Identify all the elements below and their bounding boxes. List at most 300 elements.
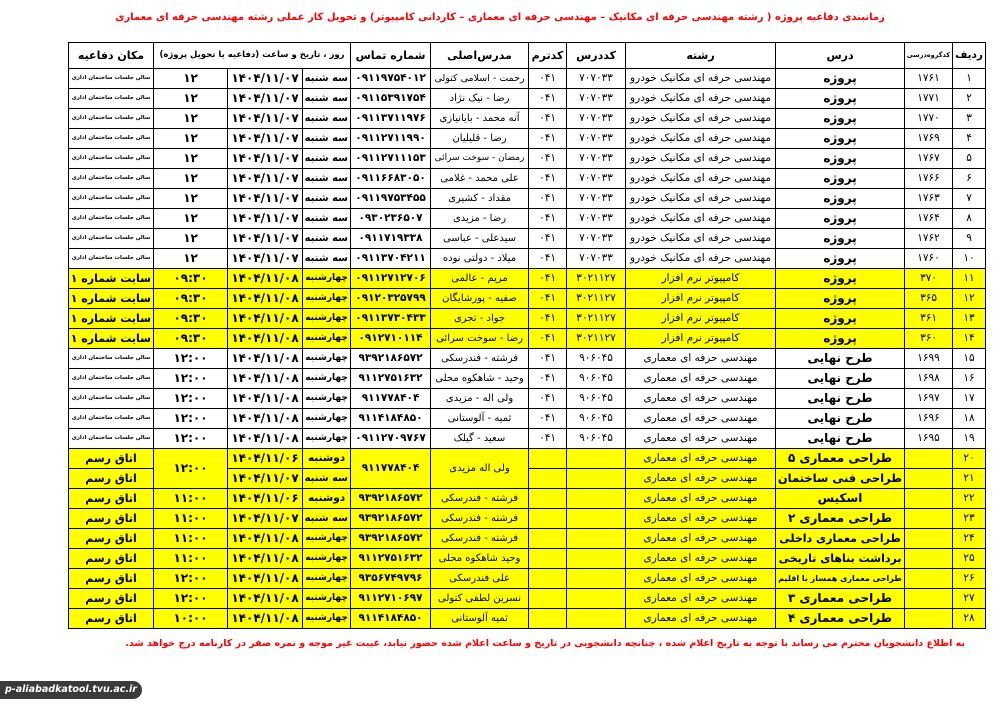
- cell-teacher: جواد - تجری: [431, 309, 529, 329]
- cell-phone: ۹۳۹۲۱۸۶۵۷۲: [351, 509, 431, 529]
- cell-date: ۱۴۰۴/۱۱/۰۸: [228, 589, 303, 609]
- cell-course: طرح نهایی: [776, 389, 905, 409]
- cell-location: سالن جلسات ساختمان اداری: [69, 189, 154, 209]
- cell-time: ۱۲: [154, 189, 228, 209]
- cell-course: طرح نهایی: [776, 349, 905, 369]
- cell-major: کامپیوتر نرم افزار: [626, 269, 776, 289]
- cell-date: ۱۴۰۴/۱۱/۰۸: [228, 529, 303, 549]
- cell-radif: ۵: [953, 149, 986, 169]
- cell-group-code: ۱۷۶۲: [905, 229, 953, 249]
- cell-phone: ۰۹۱۲۷۱۰۱۱۴: [351, 329, 431, 349]
- cell-location: اتاق رسم: [69, 549, 154, 569]
- table-row: [69, 509, 986, 529]
- cell-major: مهندسی حرفه ای معماری: [626, 549, 776, 569]
- cell-major: مهندسی حرفه ای معماری: [626, 429, 776, 449]
- header-location: مکان دفاعیه: [69, 43, 154, 69]
- cell-day: سه شنبه: [303, 89, 351, 109]
- cell-term-code: ۰۴۱: [529, 409, 567, 429]
- cell-radif: ۲۳: [953, 509, 986, 529]
- cell-phone: ۹۳۹۲۱۸۶۵۷۲: [351, 489, 431, 509]
- table-row: [69, 389, 986, 409]
- cell-day: چهارشنبه: [303, 269, 351, 289]
- cell-course-code: ۳۰۲۱۱۲۷: [567, 309, 626, 329]
- cell-location: سالن جلسات ساختمان اداری: [69, 249, 154, 269]
- cell-location: سالن جلسات ساختمان اداری: [69, 129, 154, 149]
- cell-major: مهندسی حرفه ای معماری: [626, 409, 776, 429]
- cell-group-code: ۱۷۶۱: [905, 69, 953, 89]
- cell-location: اتاق رسم: [69, 469, 154, 489]
- cell-date: ۱۴۰۴/۱۱/۰۷: [228, 169, 303, 189]
- cell-teacher: ولی اله مزیدی: [431, 449, 529, 489]
- cell-course: پروژه: [776, 169, 905, 189]
- cell-course: طرح نهایی: [776, 409, 905, 429]
- table-row: [69, 529, 986, 549]
- cell-major: مهندسی حرفه ای معماری: [626, 509, 776, 529]
- cell-location: سالن جلسات ساختمان اداری: [69, 389, 154, 409]
- cell-location: سایت شماره ۱: [69, 309, 154, 329]
- cell-day: چهارشنبه: [303, 349, 351, 369]
- cell-location: اتاق رسم: [69, 589, 154, 609]
- cell-phone: ۹۳۵۶۷۴۹۷۹۶: [351, 569, 431, 589]
- cell-course: پروژه: [776, 229, 905, 249]
- cell-major: مهندسی حرفه ای مکانیک خودرو: [626, 189, 776, 209]
- cell-day: چهارشنبه: [303, 429, 351, 449]
- cell-teacher: وحید - شاهکوه محلی: [431, 369, 529, 389]
- header-term-code: کدترم: [529, 43, 567, 69]
- cell-date: ۱۴۰۴/۱۱/۰۷: [228, 229, 303, 249]
- cell-phone: ۰۹۱۱۲۷۱۱۱۵۳: [351, 149, 431, 169]
- cell-major: مهندسی حرفه ای معماری: [626, 609, 776, 629]
- cell-location: سالن جلسات ساختمان اداری: [69, 369, 154, 389]
- cell-date: ۱۴۰۴/۱۱/۰۸: [228, 349, 303, 369]
- cell-time: ۱۰:۰۰: [154, 609, 228, 629]
- cell-major: مهندسی حرفه ای مکانیک خودرو: [626, 229, 776, 249]
- cell-phone: ۰۹۱۱۲۷۱۲۷۰۶: [351, 269, 431, 289]
- table-row: [69, 169, 986, 189]
- cell-phone: ۹۱۱۴۱۸۴۸۵۰: [351, 609, 431, 629]
- header-major: رشته: [626, 43, 776, 69]
- cell-course: پروژه: [776, 149, 905, 169]
- cell-phone: ۹۱۱۲۷۱۰۶۹۷: [351, 589, 431, 609]
- header-course: درس: [776, 43, 905, 69]
- cell-teacher: سیدعلی - عباسی: [431, 229, 529, 249]
- cell-group-code: ۳۶۵: [905, 289, 953, 309]
- cell-date: ۱۴۰۴/۱۱/۰۷: [228, 509, 303, 529]
- cell-course: طراحی معماری همساز با اقلیم: [776, 569, 905, 589]
- cell-radif: ۲۸: [953, 609, 986, 629]
- cell-group-code: ۱۷۷۱: [905, 89, 953, 109]
- cell-teacher: وحید شاهکوه محلی: [431, 549, 529, 569]
- cell-time: ۱۲: [154, 229, 228, 249]
- cell-course: طراحی معماری ۵: [776, 449, 905, 469]
- cell-term-code: [529, 549, 567, 569]
- cell-course: پروژه: [776, 129, 905, 149]
- cell-day: چهارشنبه: [303, 389, 351, 409]
- cell-phone: ۰۹۱۱۲۷۱۱۹۹۰: [351, 129, 431, 149]
- cell-day: سه شنبه: [303, 249, 351, 269]
- cell-group-code: ۱۷۶۳: [905, 189, 953, 209]
- cell-day: چهارشنبه: [303, 609, 351, 629]
- cell-teacher: صفیه - پورشایگان: [431, 289, 529, 309]
- cell-radif: ۱۶: [953, 369, 986, 389]
- cell-day: سه شنبه: [303, 149, 351, 169]
- cell-teacher: رضا - سوخت سرائی: [431, 329, 529, 349]
- table-row: [69, 609, 986, 629]
- cell-course-code: ۷۰۷۰۳۳: [567, 169, 626, 189]
- cell-location: اتاق رسم: [69, 489, 154, 509]
- cell-group-code: [905, 489, 953, 509]
- table-row: [69, 449, 986, 469]
- cell-date: ۱۴۰۴/۱۱/۰۷: [228, 69, 303, 89]
- cell-date: ۱۴۰۴/۱۱/۰۶: [228, 449, 303, 469]
- cell-date: ۱۴۰۴/۱۱/۰۷: [228, 129, 303, 149]
- cell-group-code: ۱۷۶۷: [905, 149, 953, 169]
- cell-course: طراحی معماری ۳: [776, 589, 905, 609]
- cell-date: ۱۴۰۴/۱۱/۰۸: [228, 369, 303, 389]
- cell-course-code: ۷۰۷۰۳۳: [567, 109, 626, 129]
- cell-time: ۱۲:۰۰: [154, 589, 228, 609]
- cell-teacher: میلاد - دولتی نوده: [431, 249, 529, 269]
- cell-time: ۱۲: [154, 129, 228, 149]
- cell-term-code: ۰۴۱: [529, 109, 567, 129]
- cell-time: ۱۲: [154, 249, 228, 269]
- cell-term-code: ۰۴۱: [529, 429, 567, 449]
- cell-major: مهندسی حرفه ای مکانیک خودرو: [626, 209, 776, 229]
- cell-term-code: [529, 469, 567, 489]
- cell-location: اتاق رسم: [69, 569, 154, 589]
- cell-group-code: ۱۷۶۹: [905, 129, 953, 149]
- cell-time: ۰۹:۳۰: [154, 309, 228, 329]
- cell-radif: ۳: [953, 109, 986, 129]
- cell-radif: ۱۸: [953, 409, 986, 429]
- cell-term-code: ۰۴۱: [529, 289, 567, 309]
- cell-time: ۱۲: [154, 69, 228, 89]
- table-row: [69, 69, 986, 89]
- cell-time: ۱۲:۰۰: [154, 389, 228, 409]
- cell-date: ۱۴۰۴/۱۱/۰۶: [228, 489, 303, 509]
- cell-major: مهندسی حرفه ای مکانیک خودرو: [626, 249, 776, 269]
- header-teacher: مدرس‌اصلی: [431, 43, 529, 69]
- site-watermark: p-aliabadkatool.tvu.ac.ir: [0, 681, 142, 699]
- cell-course: اسکیس: [776, 489, 905, 509]
- cell-date: ۱۴۰۴/۱۱/۰۸: [228, 329, 303, 349]
- cell-term-code: ۰۴۱: [529, 309, 567, 329]
- cell-group-code: [905, 449, 953, 469]
- cell-location: سایت شماره ۱: [69, 329, 154, 349]
- cell-group-code: [905, 549, 953, 569]
- cell-major: مهندسی حرفه ای مکانیک خودرو: [626, 169, 776, 189]
- cell-location: سالن جلسات ساختمان اداری: [69, 149, 154, 169]
- cell-course-code: ۳۰۲۱۱۲۷: [567, 269, 626, 289]
- cell-time: ۱۲: [154, 109, 228, 129]
- table-row: [69, 269, 986, 289]
- cell-group-code: [905, 569, 953, 589]
- cell-course-code: ۳۰۲۱۱۲۷: [567, 289, 626, 309]
- cell-teacher: رضا - مزیدی: [431, 209, 529, 229]
- cell-course-code: [567, 449, 626, 469]
- cell-day: چهارشنبه: [303, 329, 351, 349]
- cell-course: برداشت بناهای تاریخی: [776, 549, 905, 569]
- cell-radif: ۱: [953, 69, 986, 89]
- cell-teacher: ثمیه - آلوستانی: [431, 409, 529, 429]
- table-row: [69, 589, 986, 609]
- cell-group-code: ۳۶۰: [905, 329, 953, 349]
- cell-course-code: ۹۰۶۰۴۵: [567, 369, 626, 389]
- table-row: [69, 309, 986, 329]
- cell-location: اتاق رسم: [69, 449, 154, 469]
- cell-term-code: [529, 509, 567, 529]
- cell-day: چهارشنبه: [303, 569, 351, 589]
- cell-day: چهارشنبه: [303, 549, 351, 569]
- cell-location: سالن جلسات ساختمان اداری: [69, 429, 154, 449]
- cell-day: سه شنبه: [303, 469, 351, 489]
- cell-location: اتاق رسم: [69, 609, 154, 629]
- table-row: [69, 549, 986, 569]
- cell-group-code: ۱۷۶۶: [905, 169, 953, 189]
- cell-course: طرح نهایی: [776, 429, 905, 449]
- cell-group-code: [905, 509, 953, 529]
- cell-teacher: ثمیه آلوستانی: [431, 609, 529, 629]
- table-body: [69, 69, 986, 629]
- header-group-code: کدگروه‌درسی: [905, 43, 953, 69]
- cell-major: مهندسی حرفه ای معماری: [626, 569, 776, 589]
- table-row: [69, 329, 986, 349]
- cell-term-code: ۰۴۱: [529, 369, 567, 389]
- cell-major: مهندسی حرفه ای معماری: [626, 529, 776, 549]
- cell-radif: ۱۷: [953, 389, 986, 409]
- cell-term-code: [529, 589, 567, 609]
- cell-term-code: ۰۴۱: [529, 329, 567, 349]
- cell-day: چهارشنبه: [303, 589, 351, 609]
- cell-course: پروژه: [776, 109, 905, 129]
- cell-time: ۱۱:۰۰: [154, 529, 228, 549]
- header-radif: ردیف: [953, 43, 986, 69]
- cell-course: طراحی معماری ۴: [776, 609, 905, 629]
- cell-major: مهندسی حرفه ای معماری: [626, 349, 776, 369]
- cell-time: ۱۲:۰۰: [154, 409, 228, 429]
- cell-radif: ۶: [953, 169, 986, 189]
- cell-course: پروژه: [776, 189, 905, 209]
- cell-major: مهندسی حرفه ای مکانیک خودرو: [626, 89, 776, 109]
- cell-day: سه شنبه: [303, 509, 351, 529]
- cell-teacher: فرشته - فندرسکی: [431, 489, 529, 509]
- cell-group-code: [905, 529, 953, 549]
- table-row: [69, 409, 986, 429]
- cell-location: سایت شماره ۱: [69, 289, 154, 309]
- cell-day: دوشنبه: [303, 489, 351, 509]
- cell-term-code: [529, 609, 567, 629]
- cell-course-code: [567, 529, 626, 549]
- cell-course: پروژه: [776, 289, 905, 309]
- cell-phone: ۰۹۱۱۲۷۰۹۷۶۷: [351, 429, 431, 449]
- schedule-table: [68, 42, 986, 629]
- cell-phone: ۹۱۱۲۷۵۱۶۳۲: [351, 369, 431, 389]
- cell-group-code: [905, 469, 953, 489]
- cell-time: ۱۲:۰۰: [154, 349, 228, 369]
- cell-term-code: ۰۴۱: [529, 189, 567, 209]
- cell-radif: ۲۲: [953, 489, 986, 509]
- cell-date: ۱۴۰۴/۱۱/۰۸: [228, 609, 303, 629]
- cell-time: ۱۲: [154, 89, 228, 109]
- cell-group-code: ۱۶۹۷: [905, 389, 953, 409]
- cell-course: طراحی فنی ساختمان: [776, 469, 905, 489]
- cell-major: مهندسی حرفه ای معماری: [626, 469, 776, 489]
- cell-location: سالن جلسات ساختمان اداری: [69, 89, 154, 109]
- cell-teacher: فرشته - فندرسکی: [431, 349, 529, 369]
- cell-location: اتاق رسم: [69, 509, 154, 529]
- cell-course: طراحی معماری داخلی: [776, 529, 905, 549]
- cell-radif: ۱۳: [953, 309, 986, 329]
- cell-location: سالن جلسات ساختمان اداری: [69, 409, 154, 429]
- header-course-code: کددرس: [567, 43, 626, 69]
- cell-day: چهارشنبه: [303, 289, 351, 309]
- cell-time: ۱۲: [154, 149, 228, 169]
- cell-course-code: ۷۰۷۰۳۳: [567, 249, 626, 269]
- cell-course: پروژه: [776, 209, 905, 229]
- cell-day: سه شنبه: [303, 109, 351, 129]
- cell-radif: ۷: [953, 189, 986, 209]
- cell-group-code: ۱۶۹۸: [905, 369, 953, 389]
- cell-group-code: [905, 589, 953, 609]
- cell-term-code: ۰۴۱: [529, 69, 567, 89]
- cell-course-code: [567, 489, 626, 509]
- cell-day: چهارشنبه: [303, 369, 351, 389]
- cell-time: ۱۲:۰۰: [154, 369, 228, 389]
- table-row: [69, 569, 986, 589]
- cell-course-code: ۹۰۶۰۴۵: [567, 409, 626, 429]
- cell-teacher: مقداد - کشیری: [431, 189, 529, 209]
- cell-course: پروژه: [776, 89, 905, 109]
- cell-radif: ۱۲: [953, 289, 986, 309]
- cell-phone: ۰۹۱۱۵۳۹۱۷۵۴: [351, 89, 431, 109]
- cell-phone: ۰۹۱۱۹۷۵۴۰۱۲: [351, 69, 431, 89]
- table-row: [69, 489, 986, 509]
- cell-course-code: [567, 549, 626, 569]
- cell-radif: ۲۴: [953, 529, 986, 549]
- cell-date: ۱۴۰۴/۱۱/۰۸: [228, 269, 303, 289]
- cell-date: ۱۴۰۴/۱۱/۰۷: [228, 469, 303, 489]
- cell-term-code: [529, 489, 567, 509]
- cell-term-code: ۰۴۱: [529, 249, 567, 269]
- cell-time: ۱۱:۰۰: [154, 509, 228, 529]
- cell-day: سه شنبه: [303, 189, 351, 209]
- cell-phone: ۹۱۱۷۷۸۴۰۴: [351, 389, 431, 409]
- cell-phone: ۹۳۹۲۱۸۶۵۷۲: [351, 349, 431, 369]
- table-row: [69, 289, 986, 309]
- cell-phone: ۹۳۹۲۱۸۶۵۷۲: [351, 529, 431, 549]
- cell-group-code: ۳۶۱: [905, 309, 953, 329]
- cell-major: مهندسی حرفه ای مکانیک خودرو: [626, 69, 776, 89]
- cell-location: سایت شماره ۱: [69, 269, 154, 289]
- cell-date: ۱۴۰۴/۱۱/۰۷: [228, 209, 303, 229]
- cell-time: ۱۱:۰۰: [154, 489, 228, 509]
- cell-time: ۰۹:۳۰: [154, 329, 228, 349]
- cell-radif: ۸: [953, 209, 986, 229]
- cell-term-code: ۰۴۱: [529, 349, 567, 369]
- cell-teacher: فرشته - فندرسکی: [431, 509, 529, 529]
- cell-teacher: رحمت - اسلامی کتولی: [431, 69, 529, 89]
- cell-day: سه شنبه: [303, 69, 351, 89]
- cell-course-code: ۷۰۷۰۳۳: [567, 129, 626, 149]
- cell-time: ۱۲: [154, 169, 228, 189]
- table-row: [69, 229, 986, 249]
- cell-date: ۱۴۰۴/۱۱/۰۸: [228, 409, 303, 429]
- cell-radif: ۱۴: [953, 329, 986, 349]
- cell-phone: ۰۹۱۱۳۷۰۴۲۱۱: [351, 249, 431, 269]
- cell-major: مهندسی حرفه ای معماری: [626, 449, 776, 469]
- cell-location: سالن جلسات ساختمان اداری: [69, 169, 154, 189]
- cell-phone: ۰۹۱۱۳۷۱۱۹۷۶: [351, 109, 431, 129]
- table-row: [69, 429, 986, 449]
- header-row: [69, 43, 986, 69]
- cell-radif: ۲۵: [953, 549, 986, 569]
- cell-course-code: [567, 469, 626, 489]
- cell-location: سالن جلسات ساختمان اداری: [69, 209, 154, 229]
- cell-time: ۱۲: [154, 209, 228, 229]
- table-row: [69, 209, 986, 229]
- cell-major: مهندسی حرفه ای معماری: [626, 389, 776, 409]
- cell-group-code: ۱۶۹۹: [905, 349, 953, 369]
- cell-phone: ۹۱۱۲۷۵۱۶۳۲: [351, 549, 431, 569]
- cell-course: پروژه: [776, 69, 905, 89]
- cell-date: ۱۴۰۴/۱۱/۰۸: [228, 389, 303, 409]
- cell-radif: ۱۵: [953, 349, 986, 369]
- cell-location: اتاق رسم: [69, 529, 154, 549]
- cell-date: ۱۴۰۴/۱۱/۰۸: [228, 549, 303, 569]
- cell-radif: ۱۱: [953, 269, 986, 289]
- cell-day: سه شنبه: [303, 209, 351, 229]
- cell-date: ۱۴۰۴/۱۱/۰۸: [228, 429, 303, 449]
- cell-radif: ۱۹: [953, 429, 986, 449]
- cell-group-code: [905, 609, 953, 629]
- cell-term-code: [529, 529, 567, 549]
- page-title: زمانبندی دفاعیه پروژه ( رشته مهندسی حرفه ای مکانیک – مهندسی حرفه ای معماری – کاردانی کامپیوتر) و تحویل کار عملی رشته مهندسی حرفه ای معماری: [115, 12, 885, 23]
- cell-location: سالن جلسات ساختمان اداری: [69, 109, 154, 129]
- cell-time: ۰۹:۳۰: [154, 269, 228, 289]
- cell-group-code: ۱۷۷۰: [905, 109, 953, 129]
- table-row: [69, 129, 986, 149]
- cell-major: کامپیوتر نرم افزار: [626, 289, 776, 309]
- cell-course-code: [567, 569, 626, 589]
- cell-phone: ۹۱۱۷۷۸۴۰۴: [351, 449, 431, 489]
- cell-term-code: [529, 449, 567, 469]
- cell-date: ۱۴۰۴/۱۱/۰۸: [228, 569, 303, 589]
- cell-radif: ۲۱: [953, 469, 986, 489]
- cell-phone: ۰۹۱۱۷۱۹۳۳۸: [351, 229, 431, 249]
- table-header: [69, 43, 986, 69]
- cell-teacher: آنه محمد - بایانیازی: [431, 109, 529, 129]
- cell-date: ۱۴۰۴/۱۱/۰۷: [228, 109, 303, 129]
- cell-course: طراحی معماری ۲: [776, 509, 905, 529]
- cell-teacher: فرشته - فندرسکی: [431, 529, 529, 549]
- cell-day: چهارشنبه: [303, 409, 351, 429]
- cell-day: دوشنبه: [303, 449, 351, 469]
- cell-course-code: ۷۰۷۰۳۳: [567, 229, 626, 249]
- cell-course-code: [567, 589, 626, 609]
- cell-course-code: ۷۰۷۰۳۳: [567, 209, 626, 229]
- cell-major: کامپیوتر نرم افزار: [626, 329, 776, 349]
- cell-course: پروژه: [776, 249, 905, 269]
- cell-radif: ۲: [953, 89, 986, 109]
- table-row: [69, 249, 986, 269]
- cell-course-code: ۷۰۷۰۳۳: [567, 149, 626, 169]
- cell-time: ۱۲:۰۰: [154, 429, 228, 449]
- table-row: [69, 189, 986, 209]
- cell-time: ۰۹:۳۰: [154, 289, 228, 309]
- cell-course-code: [567, 509, 626, 529]
- table-row: [69, 369, 986, 389]
- cell-course-code: ۹۰۶۰۴۵: [567, 389, 626, 409]
